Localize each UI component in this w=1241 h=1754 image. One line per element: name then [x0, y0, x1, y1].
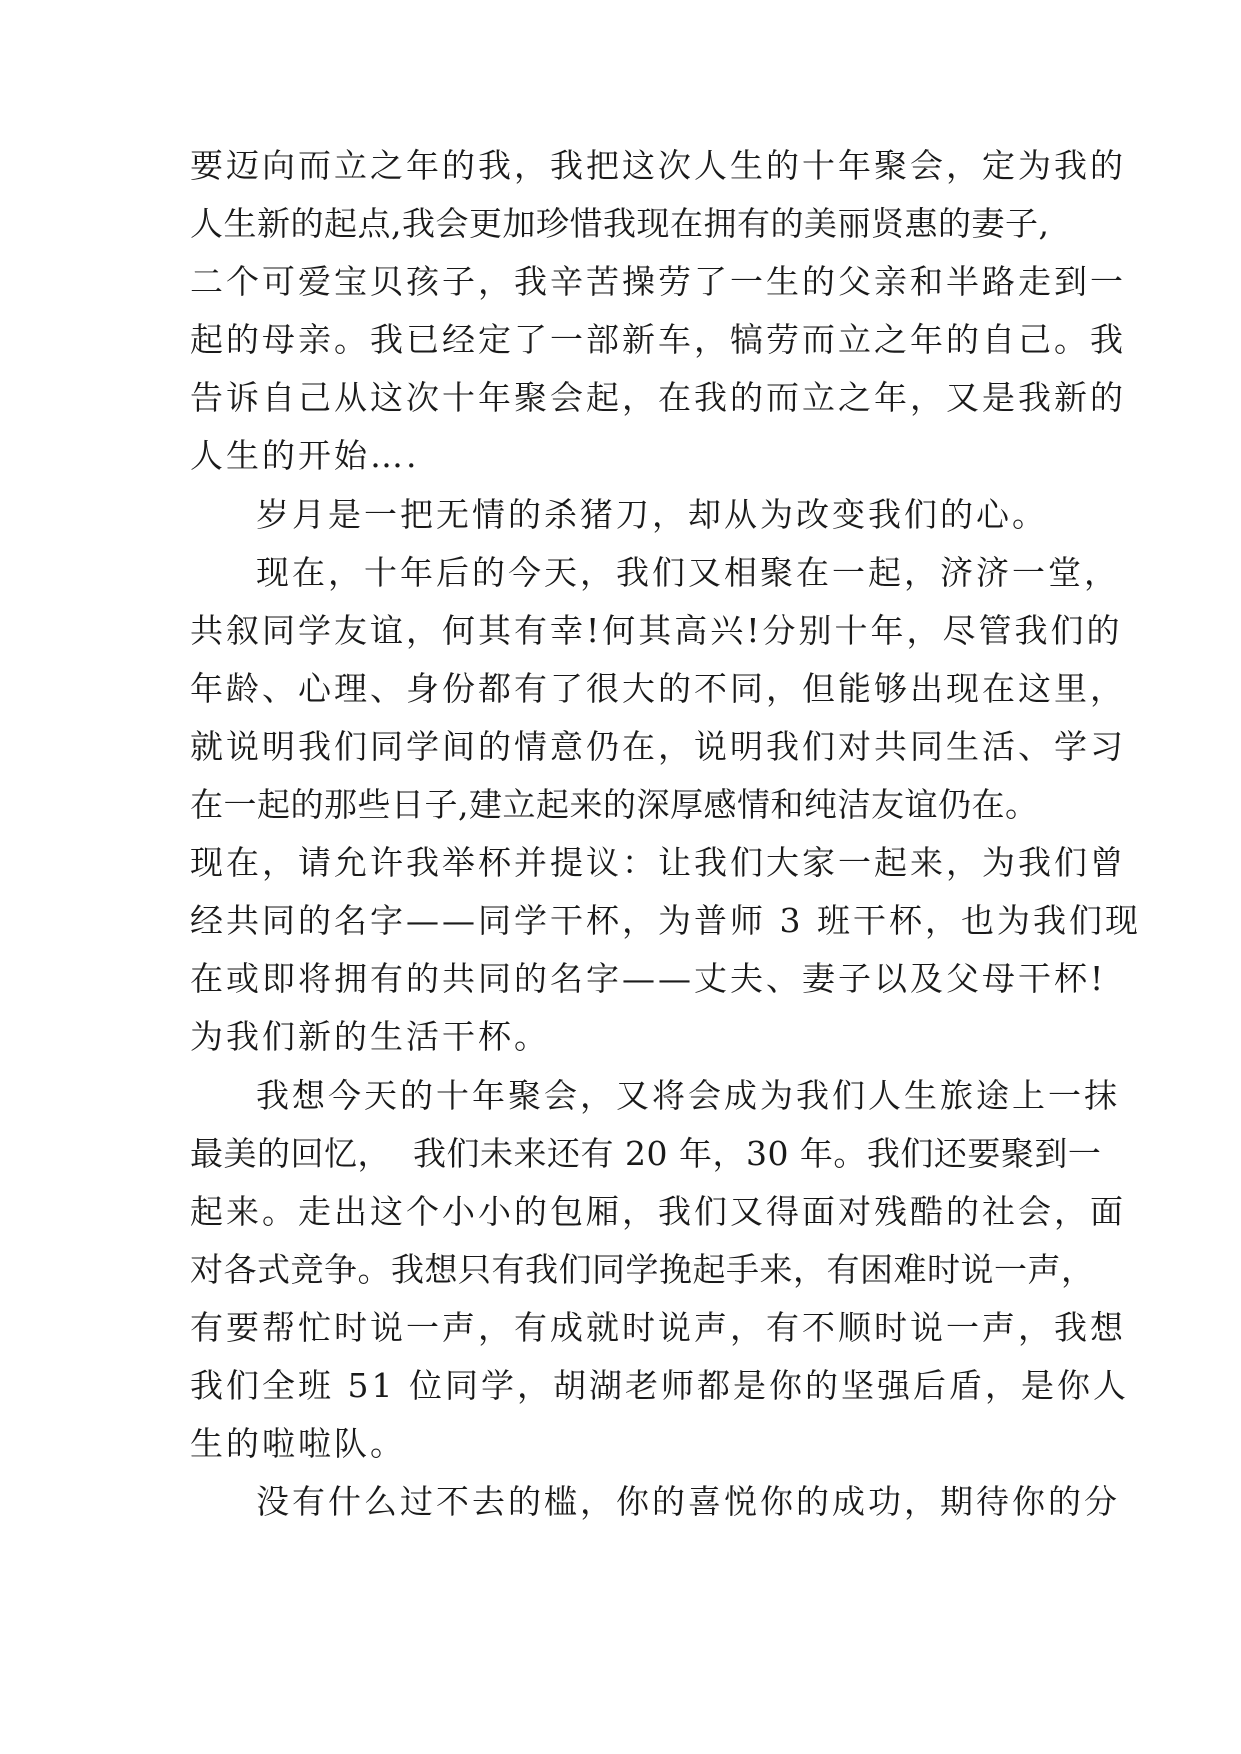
- text-line: 人生的开始….: [190, 436, 420, 475]
- text-line: 在一起的那些日子,建立起来的深厚感情和纯洁友谊仍在。: [190, 785, 1039, 824]
- text-line: 告诉自己从这次十年聚会起，在我的而立之年，又是我新的: [190, 378, 1126, 417]
- text-line: 就说明我们同学间的情意仍在，说明我们对共同生活、学习: [190, 727, 1126, 766]
- text-line: 起来。走出这个小小的包厢，我们又得面对残酷的社会，面: [190, 1192, 1126, 1231]
- text-line: 要迈向而立之年的我，我把这次人生的十年聚会，定为我的: [190, 146, 1126, 185]
- paragraph-first-line: 没有什么过不去的槛，你的喜悦你的成功，期待你的分: [256, 1482, 1120, 1521]
- paragraph-first-line: 我想今天的十年聚会，又将会成为我们人生旅途上一抹: [256, 1076, 1120, 1115]
- text-line: 共叙同学友谊，何其有幸!何其高兴!分别十年，尽管我们的: [190, 611, 1123, 650]
- text-line: 经共同的名字——同学干杯，为普师 3 班干杯，也为我们现: [190, 901, 1141, 940]
- text-line: 有要帮忙时说一声，有成就时说声，有不顺时说一声，我想: [190, 1308, 1126, 1347]
- text-line: 现在，请允许我举杯并提议：让我们大家一起来，为我们曾: [190, 843, 1126, 882]
- text-line: 二个可爱宝贝孩子，我辛苦操劳了一生的父亲和半路走到一: [190, 262, 1126, 301]
- paragraph-first-line: 岁月是一把无情的杀猪刀，却从为改变我们的心。: [256, 495, 1048, 534]
- text-line: 年龄、心理、身份都有了很大的不同，但能够出现在这里，: [190, 669, 1126, 708]
- text-line: 生的啦啦队。: [190, 1424, 406, 1463]
- text-line: 对各式竞争。我想只有我们同学挽起手来，有困难时说一声，: [190, 1250, 1095, 1289]
- text-line: 在或即将拥有的共同的名字——丈夫、妻子以及父母干杯!: [190, 959, 1107, 998]
- text-line: 起的母亲。我已经定了一部新车，犒劳而立之年的自己。我: [190, 320, 1126, 359]
- text-line: 为我们新的生活干杯。: [190, 1017, 550, 1056]
- text-line: 我们全班 51 位同学，胡湖老师都是你的坚强后盾，是你人: [190, 1366, 1129, 1405]
- text-line: 人生新的起点,我会更加珍惜我现在拥有的美丽贤惠的妻子,: [190, 204, 1050, 243]
- text-line: 最美的回忆， 我们未来还有 20 年，30 年。我们还要聚到一: [190, 1134, 1102, 1173]
- paragraph-first-line: 现在，十年后的今天，我们又相聚在一起，济济一堂，: [256, 553, 1120, 592]
